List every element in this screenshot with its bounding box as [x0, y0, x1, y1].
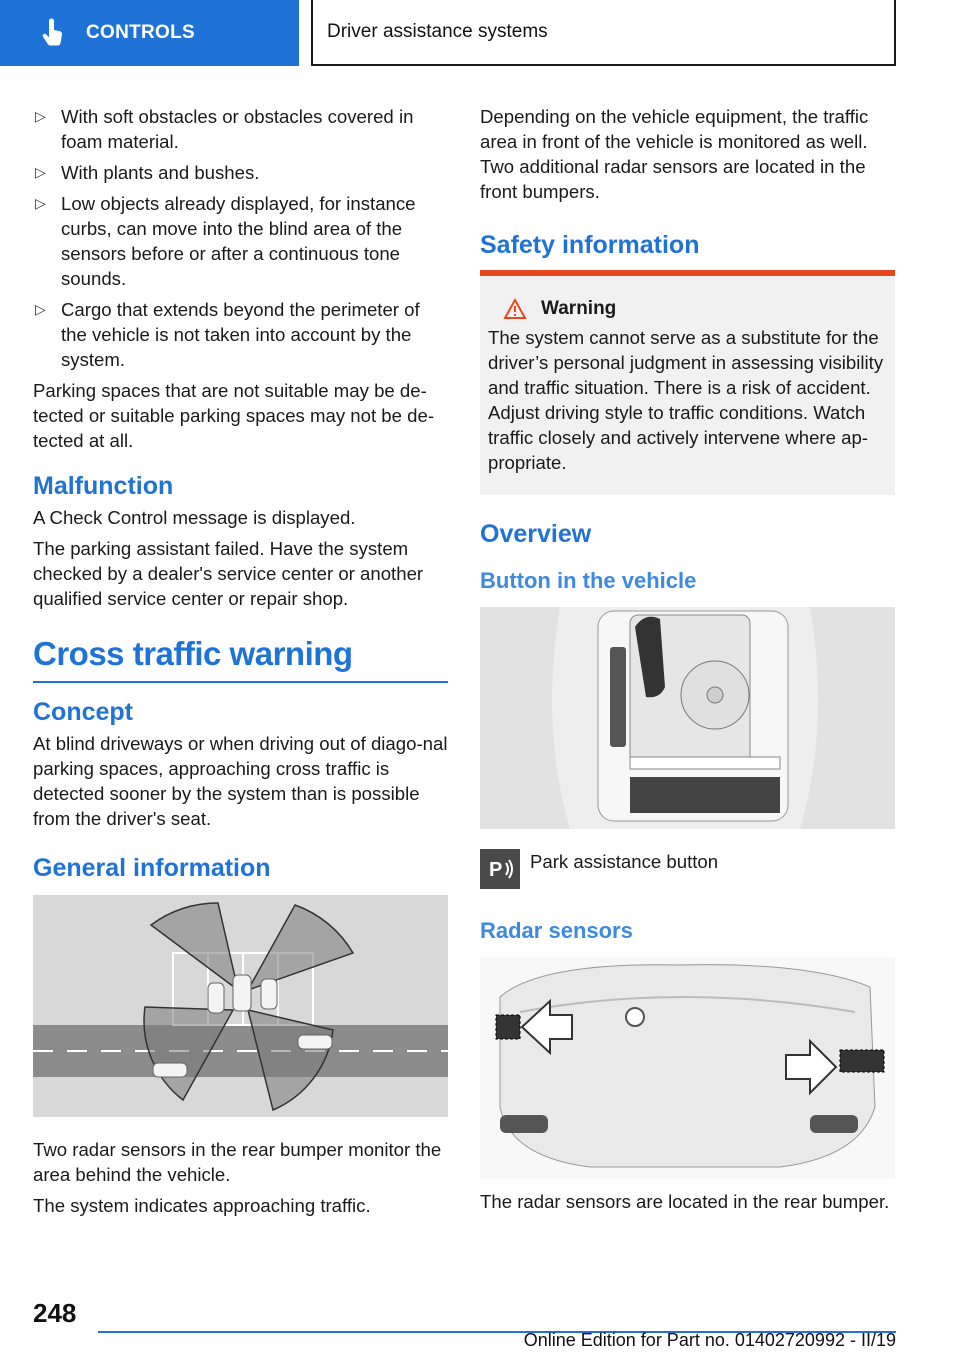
warning-title-row: [488, 296, 887, 321]
general-caption-1: Two radar sensors in the rear bumper monitor the area behind the vehicle.: [33, 1139, 442, 1185]
center-console-image: [480, 607, 895, 829]
overview-heading: Overview: [480, 520, 592, 548]
warning-title: Warning: [541, 298, 617, 319]
radar-heading: Radar sensors: [480, 918, 633, 943]
park-assist-caption: Park assistance button: [530, 851, 719, 872]
safety-heading: Safety information: [480, 231, 700, 259]
list-item-text: With plants and bushes.: [61, 162, 260, 183]
list-item: [33, 104, 448, 154]
warning-box: [480, 276, 895, 495]
park-assist-caption-row: [480, 849, 895, 889]
bullet-triangle-icon: ▷: [35, 195, 46, 211]
general-caption-2: The system indicates approaching traffic.: [33, 1195, 371, 1216]
malfunction-text-2: The parking assistant failed. Have the system checked by a dealer's service center or another qualified service center or repair shop.: [33, 538, 424, 609]
list-item-text: Low objects already displayed, for instance curbs, can move into the blind area of the sensors before or after a continuous tone sounds.: [61, 193, 416, 289]
list-item: [33, 297, 448, 372]
general-heading: General information: [33, 854, 271, 882]
list-item: [33, 160, 448, 185]
warning-text: The system cannot serve as a substitute for the driver’s personal judgment in assessing visibility and traffic situation. There is a risk of accident. Adjust driving style to traffic conditions. Watch traffic closely and actively intervene where ap-propriate.: [488, 327, 884, 473]
section-title: Driver assistance systems: [311, 0, 896, 66]
parking-note: Parking spaces that are not suitable may be de-tected or suitable parking spaces may not be de-tected at all.: [33, 380, 435, 451]
park-assist-button-icon: [480, 849, 520, 889]
cross-traffic-diagram: [33, 895, 448, 1117]
list-item-text: Cargo that extends beyond the perimeter of the vehicle is not taken into account by the system.: [61, 299, 420, 370]
malfunction-heading: Malfunction: [33, 472, 174, 500]
chapter-tab-label: CONTROLS: [86, 22, 196, 43]
page-number: 248: [33, 1298, 77, 1328]
bullet-triangle-icon: ▷: [35, 108, 46, 124]
edition-note: Online Edition for Part no. 01402720992 - II/19: [523, 1330, 896, 1350]
intro-text: Depending on the vehicle equipment, the traffic area in front of the vehicle is monitored as well. Two additional radar sensors are located in the front bumpers.: [480, 106, 869, 202]
left-column: [33, 104, 448, 1224]
malfunction-text-1: A Check Control message is displayed.: [33, 507, 356, 528]
bullet-triangle-icon: ▷: [35, 164, 46, 180]
rear-bumper-image: [480, 957, 895, 1179]
concept-heading: Concept: [33, 698, 133, 726]
chapter-tab[interactable]: [0, 0, 299, 66]
radar-caption: The radar sensors are located in the rear bumper.: [480, 1191, 890, 1212]
button-heading: Button in the vehicle: [480, 568, 697, 593]
hand-pointer-icon: [38, 18, 68, 48]
bullet-triangle-icon: ▷: [35, 301, 46, 317]
right-column: [480, 104, 895, 1220]
warning-triangle-icon: [503, 298, 527, 320]
list-item-text: With soft obstacles or obstacles covered in foam material.: [61, 106, 414, 152]
list-item: [33, 191, 448, 291]
cross-traffic-heading: Cross traffic warning: [33, 635, 353, 672]
heading-rule: [33, 681, 448, 683]
concept-text: At blind driveways or when driving out of diago-nal parking spaces, approaching cross traffic is detected sooner by the system than is possible from the driver's seat.: [33, 733, 448, 829]
svg-text:P: P: [489, 859, 503, 881]
